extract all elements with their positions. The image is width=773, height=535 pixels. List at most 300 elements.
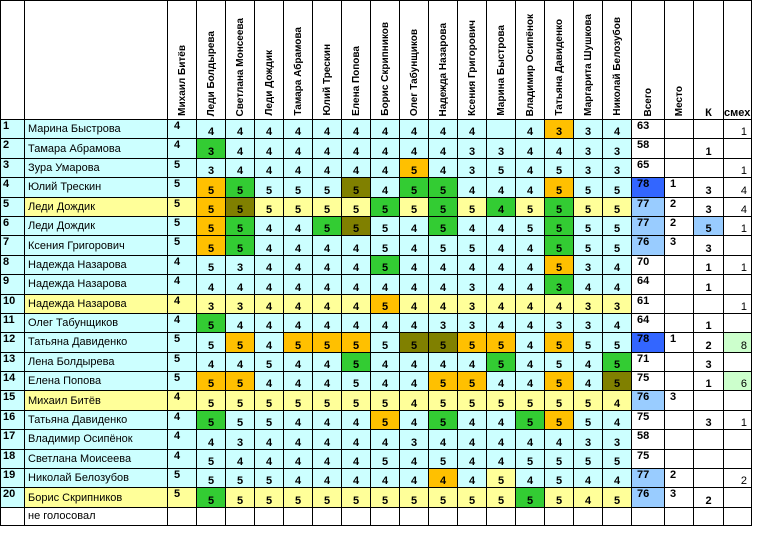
score-cell: 4	[168, 430, 197, 449]
score-cell: 5	[400, 197, 429, 216]
score-cell: 4	[516, 313, 545, 332]
score-cell: 5	[429, 216, 458, 235]
score-cell: 5	[226, 391, 255, 410]
score-cell: 4	[603, 120, 632, 139]
score-cell: 3	[226, 255, 255, 274]
table-row	[1, 391, 752, 410]
voter-header-cell	[313, 1, 342, 120]
score-cell: 5	[255, 391, 284, 410]
score-cell: 4	[284, 275, 313, 294]
score-cell: 5	[168, 469, 197, 488]
score-cell: 4	[371, 372, 400, 391]
place-cell: 2	[665, 197, 694, 216]
score-cell: 4	[603, 469, 632, 488]
score-cell: 5	[545, 469, 574, 488]
total-header-cell	[632, 1, 665, 120]
score-cell: 5	[197, 333, 226, 352]
score-cell: 3	[458, 313, 487, 332]
score-cell: 4	[284, 139, 313, 158]
score-cell: 4	[226, 139, 255, 158]
participant-name: Леди Дождик	[25, 216, 168, 235]
voter-name: Марина Быстрова	[495, 25, 507, 116]
score-cell: 5	[255, 197, 284, 216]
score-cell: 4	[342, 410, 371, 429]
score-cell: 5	[516, 410, 545, 429]
score-cell: 5	[371, 294, 400, 313]
score-cell: 4	[458, 120, 487, 139]
score-cell: 4	[516, 158, 545, 177]
participant-name: Надежда Назарова	[25, 294, 168, 313]
score-cell: 5	[458, 197, 487, 216]
voter-name: Ксения Григорович	[466, 20, 478, 116]
empty-cell	[516, 507, 545, 525]
score-cell: 4	[516, 178, 545, 197]
score-cell: 4	[429, 469, 458, 488]
voter-header-cell	[603, 1, 632, 120]
voter-name: Юлий Трескин	[321, 44, 333, 116]
row-number: 5	[1, 197, 25, 216]
score-cell: 5	[487, 488, 516, 507]
score-cell: 5	[603, 216, 632, 235]
total-cell: 78	[632, 178, 665, 197]
score-cell: 3	[197, 294, 226, 313]
empty-cell	[371, 507, 400, 525]
footer-blank-cell	[1, 507, 25, 525]
score-cell: 4	[226, 313, 255, 332]
score-cell: 5	[371, 236, 400, 255]
score-cell: 5	[603, 236, 632, 255]
score-cell: 4	[429, 352, 458, 371]
score-cell: 5	[545, 333, 574, 352]
voter-name: Борис Скрипников	[379, 22, 391, 116]
score-cell: 5	[516, 216, 545, 235]
voter-name: Леди Дождик	[263, 50, 275, 116]
smeh-cell: 1	[724, 158, 752, 177]
score-cell: 3	[603, 139, 632, 158]
smeh-cell	[724, 236, 752, 255]
score-cell: 4	[371, 139, 400, 158]
score-cell: 4	[284, 410, 313, 429]
smeh-cell	[724, 352, 752, 371]
score-cell: 4	[458, 430, 487, 449]
voter-name: Елена Попова	[350, 46, 362, 116]
participant-name: Ксения Григорович	[25, 236, 168, 255]
score-cell: 4	[516, 236, 545, 255]
empty-cell	[400, 507, 429, 525]
smeh-cell: 1	[724, 120, 752, 139]
not-voted-label: не голосовал	[25, 507, 168, 525]
empty-cell	[284, 507, 313, 525]
score-cell: 4	[197, 120, 226, 139]
voter-header-cell	[371, 1, 400, 120]
score-cell: 5	[284, 488, 313, 507]
score-cell: 5	[400, 158, 429, 177]
score-cell: 4	[255, 275, 284, 294]
score-cell: 5	[197, 391, 226, 410]
voter-name: Тамара Абрамова	[292, 27, 304, 116]
score-cell: 4	[429, 139, 458, 158]
score-cell: 4	[284, 158, 313, 177]
score-cell: 5	[226, 469, 255, 488]
score-cell: 4	[371, 469, 400, 488]
k-cell	[694, 449, 724, 468]
place-cell	[665, 120, 694, 139]
total-cell: 76	[632, 236, 665, 255]
voter-header-cell	[226, 1, 255, 120]
score-cell: 5	[226, 333, 255, 352]
score-cell: 5	[545, 372, 574, 391]
place-cell	[665, 410, 694, 429]
score-cell: 4	[574, 372, 603, 391]
score-cell: 5	[313, 391, 342, 410]
empty-cell	[574, 507, 603, 525]
score-cell: 4	[168, 120, 197, 139]
score-cell: 5	[603, 449, 632, 468]
score-cell: 4	[400, 120, 429, 139]
score-cell: 4	[487, 178, 516, 197]
score-cell: 5	[603, 352, 632, 371]
score-cell: 5	[226, 410, 255, 429]
score-cell: 5	[371, 197, 400, 216]
score-cell: 5	[545, 158, 574, 177]
score-cell: 4	[371, 430, 400, 449]
row-number: 1	[1, 120, 25, 139]
score-cell: 5	[255, 178, 284, 197]
empty-cell	[226, 507, 255, 525]
score-cell: 4	[487, 236, 516, 255]
score-cell: 4	[516, 120, 545, 139]
total-cell: 77	[632, 216, 665, 235]
smeh-cell: 6	[724, 372, 752, 391]
score-cell: 3	[458, 139, 487, 158]
score-cell: 3	[574, 158, 603, 177]
k-cell: 2	[694, 333, 724, 352]
score-cell: 5	[545, 391, 574, 410]
place-cell	[665, 158, 694, 177]
score-cell: 5	[545, 410, 574, 429]
row-number: 10	[1, 294, 25, 313]
k-cell: 1	[694, 372, 724, 391]
score-cell: 4	[197, 275, 226, 294]
score-cell: 5	[197, 372, 226, 391]
score-cell: 4	[313, 255, 342, 274]
score-cell: 4	[400, 294, 429, 313]
score-cell: 5	[313, 197, 342, 216]
k-cell: 1	[694, 139, 724, 158]
voter-header-cell	[255, 1, 284, 120]
score-cell: 5	[168, 216, 197, 235]
score-cell: 4	[400, 275, 429, 294]
smeh-cell	[724, 430, 752, 449]
corner-cell	[1, 1, 25, 120]
score-cell: 4	[168, 255, 197, 274]
score-cell: 5	[371, 449, 400, 468]
score-cell: 5	[342, 178, 371, 197]
score-cell: 4	[429, 275, 458, 294]
place-cell: 3	[665, 236, 694, 255]
score-cell: 5	[574, 216, 603, 235]
score-cell: 5	[516, 449, 545, 468]
score-cell: 5	[574, 391, 603, 410]
table-row	[1, 139, 752, 158]
empty-cell	[168, 507, 197, 525]
row-number: 9	[1, 275, 25, 294]
place-cell: 2	[665, 216, 694, 235]
score-cell: 4	[226, 275, 255, 294]
score-cell: 4	[197, 352, 226, 371]
empty-cell	[694, 507, 724, 525]
score-cell: 4	[574, 352, 603, 371]
score-cell: 4	[313, 236, 342, 255]
smeh-cell: 4	[724, 197, 752, 216]
row-number: 6	[1, 216, 25, 235]
score-cell: 4	[284, 120, 313, 139]
score-cell: 4	[342, 275, 371, 294]
score-cell: 4	[371, 178, 400, 197]
k-cell: 3	[694, 197, 724, 216]
score-cell: 4	[458, 469, 487, 488]
score-cell: 4	[545, 139, 574, 158]
score-cell: 5	[429, 236, 458, 255]
participant-name: Борис Скрипников	[25, 488, 168, 507]
score-cell: 5	[429, 488, 458, 507]
smeh-cell	[724, 391, 752, 410]
place-cell	[665, 372, 694, 391]
score-cell: 4	[516, 430, 545, 449]
score-cell: 3	[574, 139, 603, 158]
score-cell: 5	[516, 197, 545, 216]
score-cell: 4	[400, 449, 429, 468]
score-cell: 5	[574, 410, 603, 429]
empty-cell	[313, 507, 342, 525]
participant-name: Михаил Битёв	[25, 391, 168, 410]
score-cell: 5	[226, 236, 255, 255]
score-cell	[487, 120, 516, 139]
score-cell: 5	[226, 488, 255, 507]
score-cell: 4	[603, 410, 632, 429]
score-cell: 4	[487, 197, 516, 216]
empty-cell	[342, 507, 371, 525]
score-cell: 3	[574, 430, 603, 449]
score-cell: 4	[284, 430, 313, 449]
score-cell: 5	[487, 391, 516, 410]
place-cell: 3	[665, 488, 694, 507]
total-cell: 77	[632, 197, 665, 216]
score-cell: 3	[226, 294, 255, 313]
score-cell: 5	[255, 410, 284, 429]
score-cell: 4	[255, 139, 284, 158]
total-cell: 77	[632, 469, 665, 488]
voter-header-cell	[545, 1, 574, 120]
score-cell: 3	[603, 294, 632, 313]
score-cell: 3	[545, 120, 574, 139]
score-cell: 4	[255, 120, 284, 139]
score-cell: 4	[458, 178, 487, 197]
smeh-cell	[724, 449, 752, 468]
row-number: 12	[1, 333, 25, 352]
score-cell: 3	[545, 313, 574, 332]
table-row	[1, 294, 752, 313]
score-cell: 5	[255, 469, 284, 488]
voter-header-cell	[400, 1, 429, 120]
voter-name: Олег Табунщиков	[408, 28, 420, 116]
empty-cell	[665, 507, 694, 525]
score-cell: 4	[197, 430, 226, 449]
table-row	[1, 216, 752, 235]
total-cell: 75	[632, 372, 665, 391]
participant-name: Владимир Осипёнок	[25, 430, 168, 449]
score-cell: 4	[371, 275, 400, 294]
score-cell: 4	[400, 216, 429, 235]
row-number: 4	[1, 178, 25, 197]
score-cell: 4	[255, 255, 284, 274]
k-cell	[694, 469, 724, 488]
total-cell: 64	[632, 275, 665, 294]
score-cell: 4	[458, 449, 487, 468]
score-cell: 4	[342, 120, 371, 139]
score-cell: 4	[255, 372, 284, 391]
score-cell: 5	[574, 178, 603, 197]
participant-name: Олег Табунщиков	[25, 313, 168, 332]
place-cell	[665, 352, 694, 371]
voter-header-cell	[429, 1, 458, 120]
score-cell: 4	[284, 255, 313, 274]
total-header: Всего	[642, 87, 654, 116]
total-cell: 61	[632, 294, 665, 313]
score-cell: 5	[342, 197, 371, 216]
score-cell: 5	[545, 352, 574, 371]
score-cell: 5	[516, 391, 545, 410]
score-cell: 4	[458, 352, 487, 371]
table-row	[1, 430, 752, 449]
score-cell: 5	[284, 178, 313, 197]
score-cell: 4	[284, 449, 313, 468]
score-cell: 5	[487, 469, 516, 488]
score-cell: 4	[342, 469, 371, 488]
table-row	[1, 236, 752, 255]
score-cell: 5	[313, 216, 342, 235]
score-cell: 3	[603, 430, 632, 449]
score-cell: 4	[284, 372, 313, 391]
score-cell: 5	[371, 216, 400, 235]
voter-name: Татьяна Давиденко	[553, 19, 565, 116]
score-cell: 5	[458, 488, 487, 507]
score-cell: 5	[313, 488, 342, 507]
smeh-cell: 1	[724, 294, 752, 313]
score-cell: 4	[226, 352, 255, 371]
row-number: 20	[1, 488, 25, 507]
score-cell: 5	[342, 216, 371, 235]
participant-name: Надежда Назарова	[25, 275, 168, 294]
score-cell: 4	[168, 294, 197, 313]
score-cell: 5	[284, 197, 313, 216]
score-cell: 5	[574, 236, 603, 255]
k-cell	[694, 120, 724, 139]
header-row	[1, 1, 752, 120]
participant-name: Татьяна Давиденко	[25, 333, 168, 352]
k-cell	[694, 158, 724, 177]
score-cell: 4	[313, 139, 342, 158]
table-row	[1, 372, 752, 391]
smeh-cell	[724, 139, 752, 158]
score-cell: 4	[400, 313, 429, 332]
score-cell: 4	[545, 294, 574, 313]
score-cell: 4	[342, 449, 371, 468]
score-cell: 4	[255, 449, 284, 468]
score-cell: 4	[487, 313, 516, 332]
total-cell: 65	[632, 158, 665, 177]
row-number: 11	[1, 313, 25, 332]
place-header: Место	[673, 85, 685, 116]
voter-header-cell	[516, 1, 545, 120]
voter-name: Светлана Монсеева	[234, 17, 246, 116]
k-cell: 5	[694, 216, 724, 235]
smeh-cell: 1	[724, 255, 752, 274]
empty-cell	[603, 507, 632, 525]
score-cell: 4	[284, 294, 313, 313]
k-cell: 1	[694, 255, 724, 274]
score-cell: 4	[458, 410, 487, 429]
score-cell: 5	[168, 178, 197, 197]
place-cell: 2	[665, 469, 694, 488]
place-header-cell	[665, 1, 694, 120]
table-row	[1, 488, 752, 507]
score-cell: 5	[574, 333, 603, 352]
score-cell: 4	[168, 449, 197, 468]
score-cell: 4	[255, 294, 284, 313]
score-cell: 3	[574, 255, 603, 274]
score-cell: 3	[574, 120, 603, 139]
score-cell: 5	[371, 410, 400, 429]
score-cell: 4	[400, 469, 429, 488]
place-cell: 1	[665, 333, 694, 352]
score-cell: 4	[458, 255, 487, 274]
voter-header-cell	[458, 1, 487, 120]
k-header: К	[694, 1, 724, 120]
score-cell: 5	[197, 469, 226, 488]
score-cell: 5	[516, 488, 545, 507]
score-cell: 4	[342, 255, 371, 274]
score-cell: 3	[400, 430, 429, 449]
score-cell: 5	[371, 333, 400, 352]
k-cell: 2	[694, 488, 724, 507]
score-cell: 5	[168, 488, 197, 507]
score-cell: 5	[487, 352, 516, 371]
score-cell: 4	[516, 469, 545, 488]
score-cell: 4	[313, 372, 342, 391]
score-cell: 5	[284, 391, 313, 410]
score-cell: 4	[168, 410, 197, 429]
score-cell: 4	[342, 139, 371, 158]
score-cell: 4	[284, 236, 313, 255]
score-cell: 4	[255, 216, 284, 235]
score-cell: 5	[400, 333, 429, 352]
score-cell: 5	[197, 236, 226, 255]
score-cell: 5	[458, 236, 487, 255]
score-cell: 4	[168, 313, 197, 332]
total-cell: 64	[632, 313, 665, 332]
k-cell	[694, 391, 724, 410]
score-cell: 4	[284, 352, 313, 371]
k-cell: 1	[694, 275, 724, 294]
score-cell: 4	[603, 255, 632, 274]
score-cell: 4	[255, 236, 284, 255]
score-cell: 3	[197, 158, 226, 177]
table-row	[1, 449, 752, 468]
score-cell: 5	[168, 352, 197, 371]
voter-header-cell	[487, 1, 516, 120]
score-cell: 5	[197, 216, 226, 235]
